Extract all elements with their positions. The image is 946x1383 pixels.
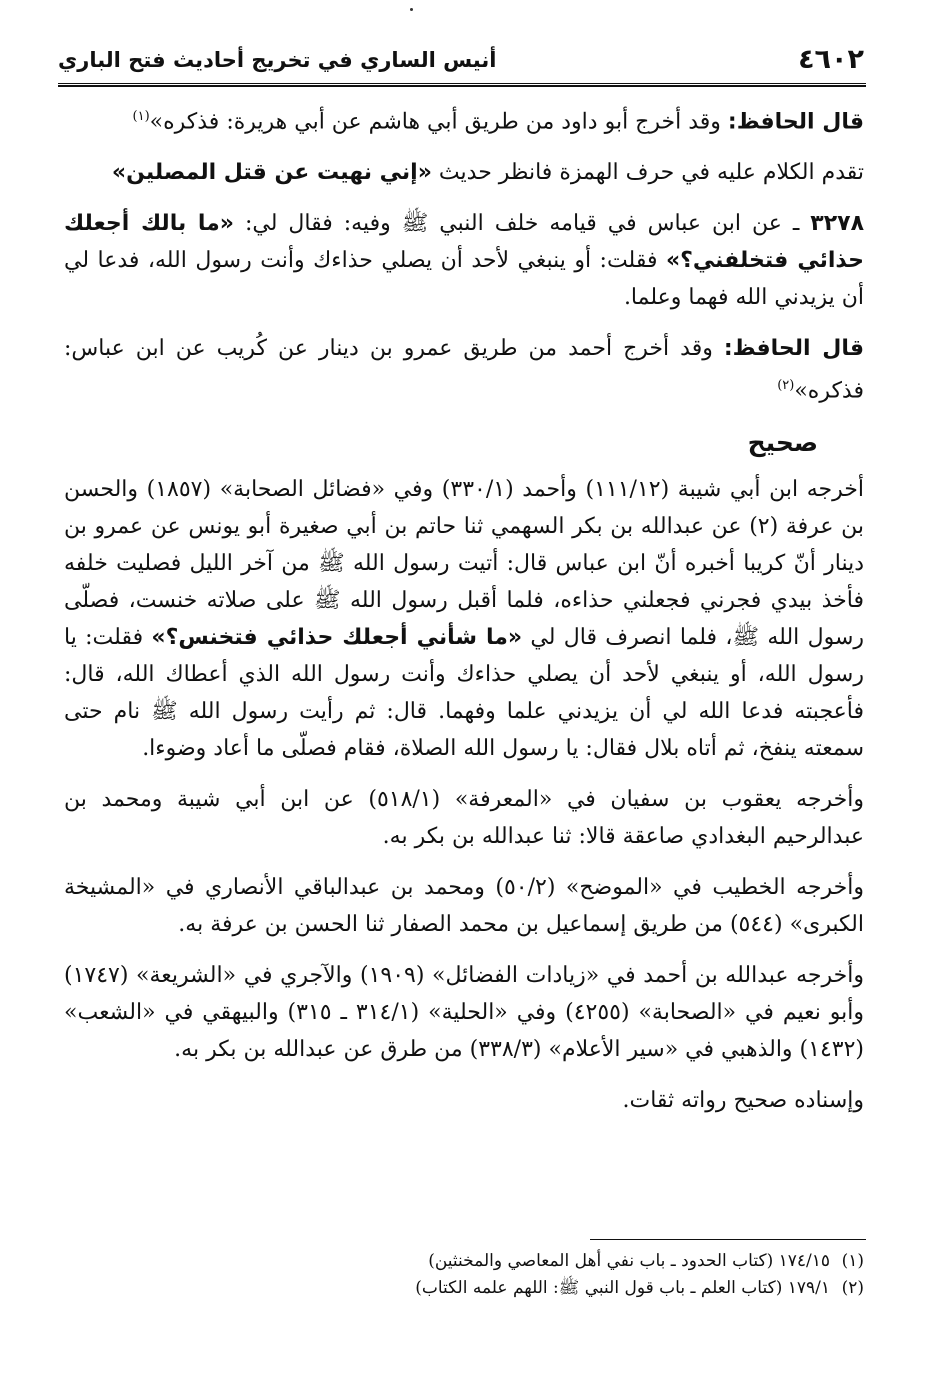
main-text	[64, 98, 864, 1133]
paragraph-text: أخرجه ابن أبي شيبة (١١١/١٢) وأحمد (٣٣٠/١) وفي «فضائل الصحابة» (١٨٥٧) والحسن بن عرفة (٢) عن عبدالله بن بكر السهمي ثنا حاتم بن أبي صغيرة أبو يونس عن عمرو بن دينار أنّ كريبا أخبره أنّ ابن عباس قال: أتيت رسول الله ﷺ من آخر الليل فصليت خلفه فأخذ بيدي فجرني فجعلني حذاءه، فلما أقبل رسول الله ﷺ على صلاته خنست، فصلّى رسول الله ﷺ، فلما انصرف قال لي	[64, 476, 865, 650]
paragraph-cross-ref	[64, 154, 864, 191]
paragraph-hafiz-1	[64, 98, 864, 140]
hadith-text: فقلت: أو ينبغي لأحد أن يصلي حذاءك وأنت رسول الله، فدعا لي أن يزيدني الله فهما وعلما.	[64, 248, 864, 311]
hadith-entry	[64, 205, 864, 316]
takhrij-paragraph-2: وأخرجه يعقوب بن سفيان في «المعرفة» (٥١٨/١) عن ابن أبي شيبة ومحمد بن عبدالرحيم البغدادي صاعقة قالا: ثنا عبدالله بن بكر به.	[64, 786, 864, 849]
footnote-text: ١٧٤/١٥ (كتاب الحدود ـ باب نفي أهل المعاصي والمخنثين)	[428, 1251, 830, 1271]
footnote	[64, 1275, 864, 1302]
page-header	[58, 42, 864, 82]
paragraph-text: فقلت: يا رسول الله، أو ينبغي لأحد أن يصلي حذاءك وأنت رسول الله الذي أعطاك الله، قال: فأعجبته فدعا الله لي أن يزيدني علما وفهما. قال: ثم رأيت رسول الله ﷺ نام حتى سمعته ينفخ، ثم أتاه بلال فقال: يا رسول الله الصلاة، فقام فصلّى ما أعاد وضوءا.	[64, 624, 864, 761]
paragraph-text: وقد أخرج أحمد من طريق عمرو بن دينار عن كُريب عن ابن عباس: فذكره»	[64, 336, 864, 404]
hafiz-label: قال الحافظ:	[727, 109, 864, 135]
takhrij-paragraph-4: وأخرجه عبدالله بن أحمد في «زيادات الفضائل» (١٩٠٩) والآجري في «الشريعة» (١٧٤٧) وأبو نعيم في «الصحابة» (٤٢٥٥) وفي «الحلية» (٣١٤/١ ـ ٣١٥) والبيهقي في «الشعب» (١٤٣٢) والذهبي في «سير الأعلام» (٣٣٨/٣) من طرق عن عبدالله بن بكر به.	[64, 962, 864, 1062]
scan-speck	[410, 8, 413, 11]
hadith-quote: «إني نهيت عن قتل المصلين»	[111, 160, 432, 186]
verdict: وإسناده صحيح رواته ثقات.	[622, 1087, 864, 1113]
takhrij-paragraph-1	[64, 471, 864, 767]
page-number: ٤٦٠٢	[798, 44, 864, 75]
hadith-quote: «ما بالك أجعلك حذائي فتخلفني؟»	[64, 211, 864, 274]
header-rule	[58, 83, 866, 87]
footnote-ref: (٢)	[777, 378, 795, 394]
footnote-text: ١٧٩/١ (كتاب العلم ـ باب قول النبي ﷺ: اللهم علمه الكتاب)	[415, 1278, 830, 1298]
takhrij-paragraph-3: وأخرجه الخطيب في «الموضح» (٥٠/٢) ومحمد بن عبدالباقي الأنصاري في «المشيخة الكبرى» (٥٤٤) من طريق إسماعيل بن محمد الصفار ثنا الحسن بن عرفة به.	[64, 874, 864, 937]
running-title: أنيس الساري في تخريج أحاديث فتح الباري	[58, 48, 497, 72]
paragraph-text: وقد أخرج أبو داود من طريق أبي هاشم عن أبي هريرة: فذكره»	[149, 109, 728, 135]
footnote-rule	[590, 1239, 866, 1240]
hadith-text: ـ عن ابن عباس في قيامه خلف النبي ﷺ وفيه: فقال لي:	[233, 211, 811, 237]
hadith-quote: «ما شأني أجعلك حذائي فتخنس؟»	[151, 624, 523, 650]
footnote-number: (١)	[841, 1251, 864, 1271]
hadith-number: ٣٢٧٨	[810, 211, 864, 237]
paragraph-hafiz-2	[64, 330, 864, 409]
paragraph-text: تقدم الكلام عليه في حرف الهمزة فانظر حديث	[431, 160, 864, 186]
footnote-number: (٢)	[841, 1278, 864, 1298]
footnote	[64, 1248, 864, 1275]
hafiz-label: قال الحافظ:	[723, 336, 865, 362]
grade-heading: صحيح	[747, 427, 818, 457]
footnotes	[64, 1248, 864, 1302]
footnote-ref: (١)	[132, 109, 150, 124]
